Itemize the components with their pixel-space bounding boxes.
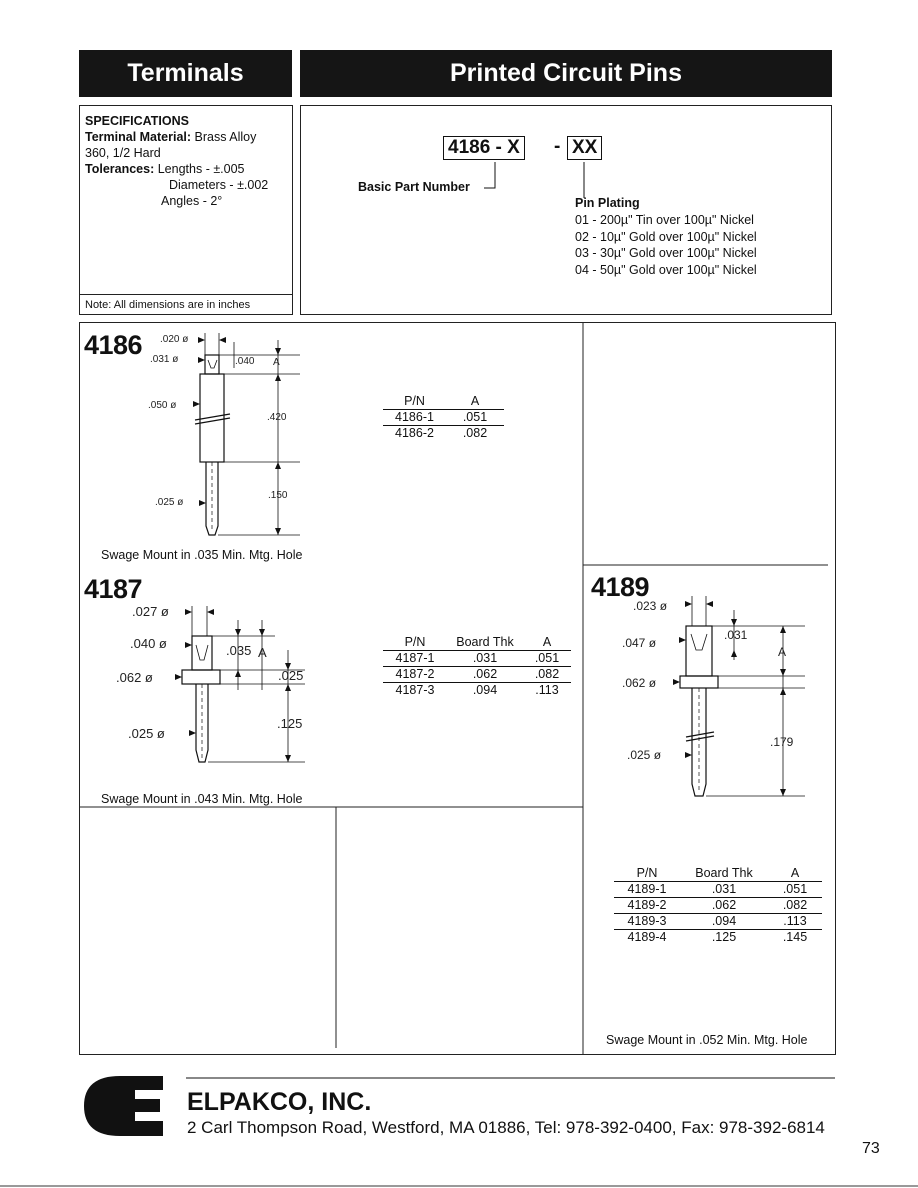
company-name: ELPAKCO, INC. [187, 1088, 372, 1116]
model-4189-title: 4189 [591, 572, 650, 602]
table-header: P/N [383, 635, 447, 651]
table-cell: .031 [447, 651, 523, 667]
dim-050: .050 ø [148, 400, 177, 411]
dim-020: .020 ø [160, 334, 189, 345]
dim-047: .047 ø [622, 636, 657, 650]
page-title: Printed Circuit Pins [450, 59, 682, 87]
table-cell: 4189-2 [614, 898, 680, 914]
table-cell: .051 [523, 651, 571, 667]
material-label: Terminal Material: [85, 130, 192, 144]
table-header: A [446, 394, 504, 410]
dim-027: .027 ø [132, 604, 169, 619]
table-cell: 4189-4 [627, 930, 667, 944]
company-address: 2 Carl Thompson Road, Westford, MA 01886, Tel: 978-392-0400, Fax: 978-392-6814 [187, 1118, 825, 1137]
caption-4189: Swage Mount in .052 Min. Mtg. Hole [606, 1033, 808, 1047]
plating-part-box: XX [567, 136, 602, 160]
material-value: Brass Alloy [194, 130, 257, 144]
plating-option: 02 - 10µ" Gold over 100µ" Nickel [575, 229, 757, 244]
table-header: P/N [614, 866, 680, 882]
dim-125: .125 [277, 716, 303, 731]
section-title: Terminals [127, 59, 244, 87]
table-cell: .082 [523, 667, 571, 683]
base-part-box: 4186 - X [443, 136, 525, 160]
table-cell: 4189-1 [614, 882, 680, 898]
spec-heading: SPECIFICATIONS [85, 114, 189, 128]
dimensions-note: Note: All dimensions are in inches [85, 299, 251, 311]
pin-plating-title: Pin Plating [575, 196, 640, 210]
table-cell: 4189-3 [614, 914, 680, 930]
page-number: 73 [862, 1140, 880, 1157]
table-cell: 4186-2 [395, 426, 434, 440]
dim-031: .031 [724, 628, 748, 642]
table-cell: .094 [472, 683, 498, 697]
dim-025b: .025 [278, 668, 304, 683]
dim-a: A [258, 645, 267, 660]
dim-040: .040 [235, 356, 255, 367]
table-cell: .062 [447, 667, 523, 683]
dim-040: .040 ø [130, 636, 167, 651]
tol-diameters: Diameters - ±.002 [169, 178, 269, 192]
model-4187-title: 4187 [84, 574, 143, 604]
tolerances-label: Tolerances: [85, 162, 155, 176]
dim-a: A [778, 645, 787, 659]
dim-062: .062 ø [116, 670, 153, 685]
table-cell: .051 [446, 410, 504, 426]
plating-option: 01 - 200µ" Tin over 100µ" Nickel [575, 213, 754, 227]
table-cell: .051 [768, 882, 822, 898]
table-cell: 4187-3 [395, 683, 435, 697]
dim-035: .035 [226, 643, 252, 658]
table-cell: 4187-1 [383, 651, 447, 667]
table-cell: .031 [680, 882, 768, 898]
table-header: Board Thk [680, 866, 768, 882]
caption-4186: Swage Mount in .035 Min. Mtg. Hole [101, 548, 303, 562]
plating-option: 03 - 30µ" Gold over 100µ" Nickel [575, 246, 757, 260]
table-header: P/N [383, 394, 446, 410]
dim-023: .023 ø [633, 599, 668, 613]
tol-lengths: Lengths - ±.005 [157, 162, 245, 176]
dim-031: .031 ø [150, 354, 179, 365]
part-dash: - [554, 136, 561, 157]
table-cell: .113 [535, 683, 559, 697]
plating-option: 04 - 50µ" Gold over 100µ" Nickel [575, 262, 757, 277]
logo-letter [84, 1076, 85, 1077]
table-cell: .094 [680, 914, 768, 930]
table-cell: .125 [711, 930, 737, 944]
model-4186-title: 4186 [84, 330, 143, 360]
tol-angles: Angles - 2° [161, 194, 223, 208]
table-header: Board Thk [447, 635, 523, 651]
caption-4187: Swage Mount in .043 Min. Mtg. Hole [101, 792, 303, 806]
table-cell: .145 [782, 930, 808, 944]
material-value-2: 360, 1/2 Hard [85, 146, 161, 160]
dim-062: .062 ø [622, 676, 657, 690]
dim-420: .420 [267, 412, 287, 423]
dim-025: .025 ø [128, 726, 165, 741]
table-cell: .082 [768, 898, 822, 914]
dim-025: .025 ø [155, 497, 184, 508]
dim-025: .025 ø [627, 748, 662, 762]
table-header: A [523, 635, 571, 651]
table-cell: 4187-2 [383, 667, 447, 683]
table-cell: .113 [768, 914, 822, 930]
dim-150: .150 [268, 490, 288, 501]
table-header: A [768, 866, 822, 882]
dim-179: .179 [770, 735, 794, 749]
basic-part-label: Basic Part Number [358, 180, 470, 194]
dim-a: A [273, 357, 280, 368]
table-cell: .082 [462, 426, 488, 440]
table-cell: .062 [680, 898, 768, 914]
table-cell: 4186-1 [383, 410, 446, 426]
